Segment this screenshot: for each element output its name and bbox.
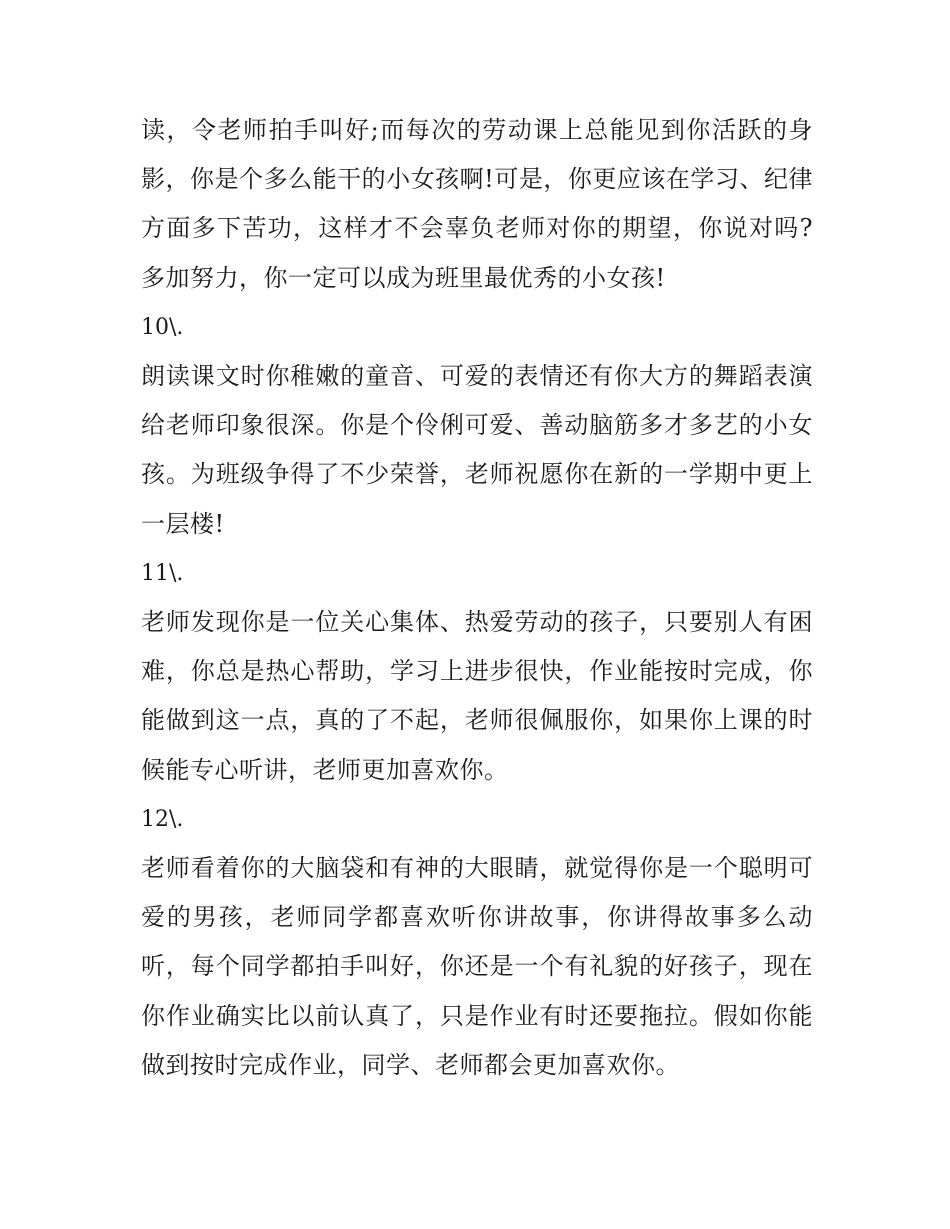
comment-paragraph: 老师发现你是一位关心集体、热爱劳动的孩子，只要别人有困难，你总是热心帮助，学习上进步很快，作业能按时完成，你能做到这一点，真的了不起，老师很佩服你，如果你上课的时候能专心听讲，老师更加喜欢你。	[141, 608, 813, 784]
comment-paragraph: 朗读课文时你稚嫩的童音、可爱的表情还有你大方的舞蹈表演给老师印象很深。你是个伶俐可爱、善动脑筋多才多艺的小女孩。为班级争得了不少荣誉，老师祝愿你在新的一学期中更上一层楼!	[141, 362, 813, 538]
comment-paragraph: 读，令老师拍手叫好;而每次的劳动课上总能见到你活跃的身影，你是个多么能干的小女孩啊!可是，你更应该在学习、纪律方面多下苦功，这样才不会辜负老师对你的期望，你说对吗?多加努力，你一定可以成为班里最优秀的小女孩!	[141, 116, 813, 292]
item-number: 10\.	[141, 314, 184, 340]
item-number: 11\.	[141, 560, 184, 586]
item-number: 12\.	[141, 806, 184, 832]
document-body	[141, 106, 813, 1090]
comment-paragraph: 老师看着你的大脑袋和有神的大眼睛，就觉得你是一个聪明可爱的男孩，老师同学都喜欢听你讲故事，你讲得故事多么动听，每个同学都拍手叫好，你还是一个有礼貌的好孩子，现在你作业确实比以前认真了，只是作业有时还要拖拉。假如你能做到按时完成作业，同学、老师都会更加喜欢你。	[141, 854, 813, 1079]
